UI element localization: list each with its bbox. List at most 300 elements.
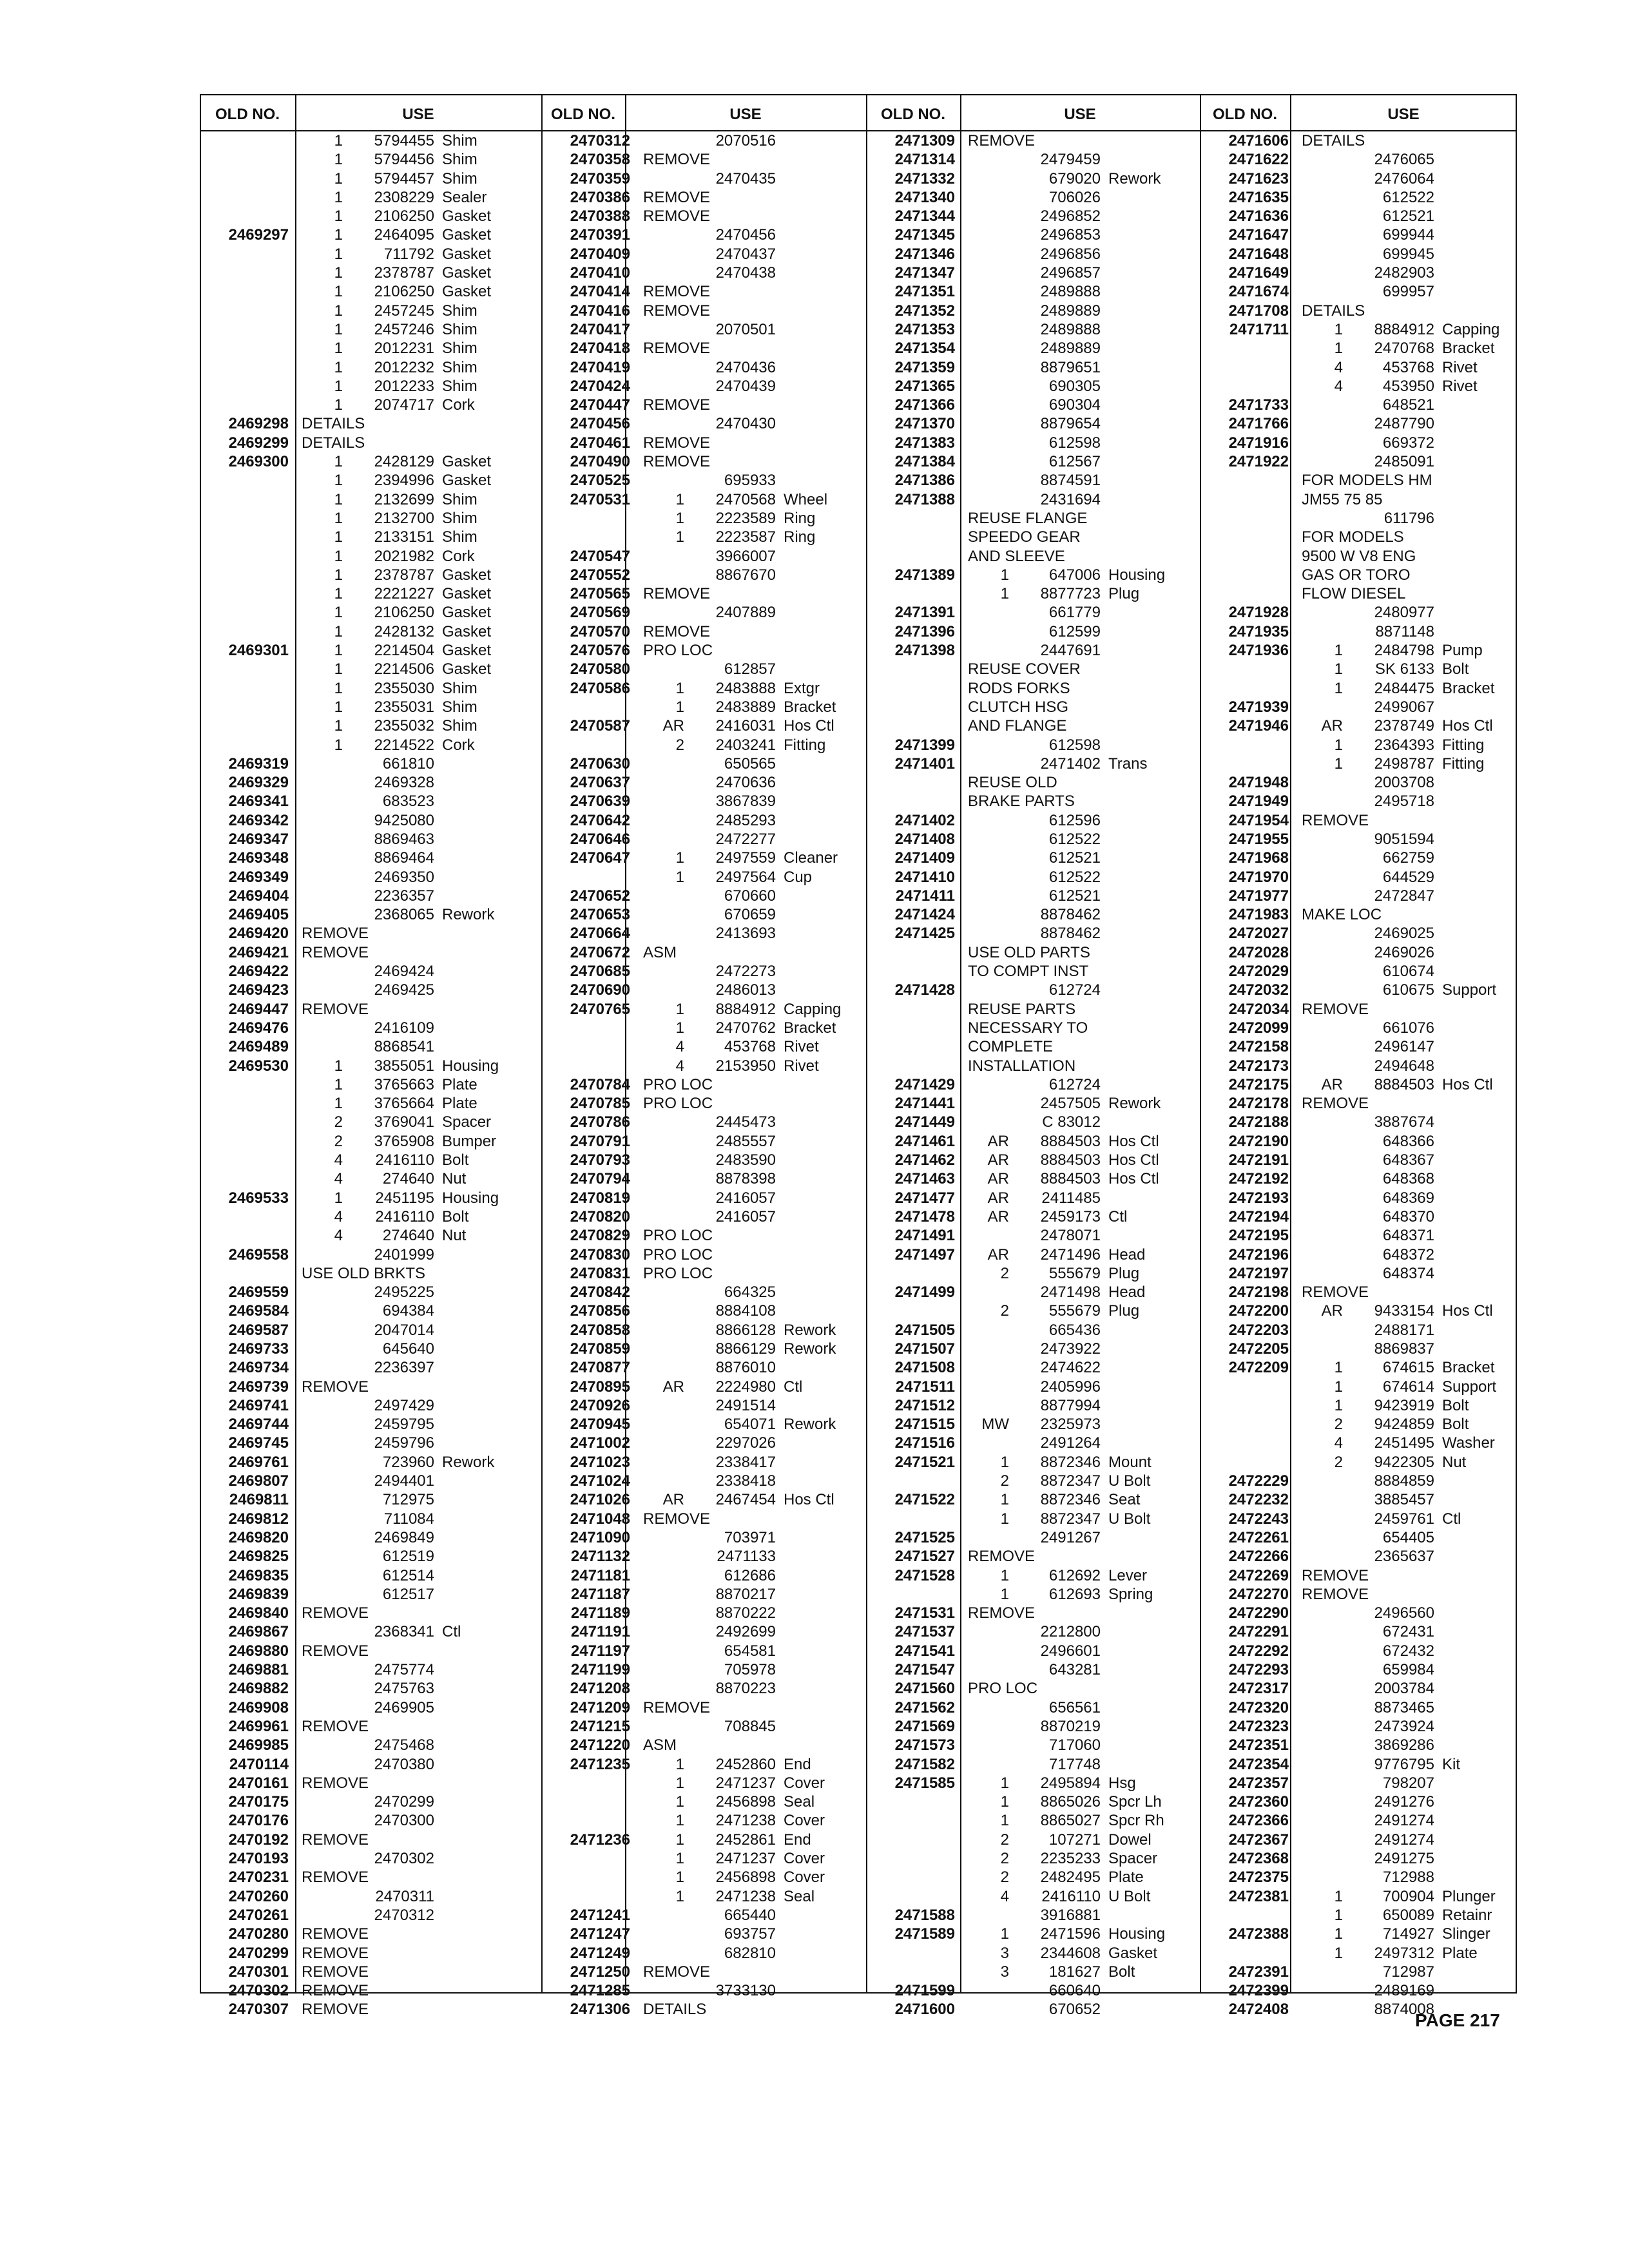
table-row — [200, 1925, 541, 1943]
use-cell — [635, 547, 866, 566]
old-part-number — [1200, 584, 1294, 603]
use-cell — [294, 1245, 541, 1264]
new-part-number: 648370 — [1382, 1207, 1434, 1225]
part-description: Shim — [442, 377, 477, 395]
old-part-number: 2470690 — [570, 981, 630, 999]
old-part-number: 2469297 — [228, 226, 289, 244]
use-note: PRO LOC — [643, 1075, 713, 1093]
use-cell — [294, 1944, 541, 1963]
table-row — [200, 566, 541, 584]
use-cell — [1294, 1566, 1517, 1585]
old-part-number: 2471733 — [1228, 396, 1289, 414]
new-part-number: 2497564 — [715, 868, 776, 886]
new-part-number: 2153950 — [715, 1057, 776, 1075]
quantity: 1 — [675, 509, 684, 527]
new-part-number: 2497559 — [715, 849, 776, 867]
use-cell — [294, 943, 541, 962]
use-cell — [1294, 773, 1517, 792]
quantity: AR — [1321, 717, 1343, 735]
table-row — [1200, 1868, 1517, 1887]
part-description: Sealer — [442, 188, 487, 206]
use-note: PRO LOC — [968, 1680, 1038, 1698]
table-row — [200, 1415, 541, 1434]
old-part-number — [200, 547, 294, 566]
part-description: Nut — [442, 1227, 467, 1245]
use-note: REMOVE — [302, 1963, 369, 1981]
new-part-number: 2355031 — [374, 698, 434, 716]
part-description: Cork — [442, 736, 475, 754]
quantity: 2 — [1000, 1302, 1009, 1320]
use-note: REMOVE — [968, 1604, 1036, 1622]
old-part-number: 2471954 — [1228, 811, 1289, 829]
part-description: Gasket — [442, 566, 492, 584]
table-row — [541, 1302, 866, 1320]
quantity: 3 — [1000, 1963, 1009, 1981]
table-row — [541, 1906, 866, 1925]
use-cell — [635, 962, 866, 981]
table-row — [866, 490, 1200, 509]
old-part-number: 2469985 — [228, 1736, 289, 1754]
new-part-number: 2470380 — [374, 1755, 434, 1773]
table-row — [200, 962, 541, 981]
table-row — [541, 1963, 866, 1981]
use-cell — [1294, 1264, 1517, 1283]
use-cell — [294, 1113, 541, 1131]
quantity: 1 — [334, 283, 343, 301]
use-cell — [1294, 1396, 1517, 1415]
part-description: Retainr — [1442, 1906, 1492, 1924]
old-part-number: 2471409 — [894, 849, 955, 867]
use-note: REMOVE — [1302, 1095, 1369, 1113]
table-row — [541, 1245, 866, 1264]
new-part-number: 2459173 — [1040, 1207, 1101, 1225]
part-description: Pump — [1442, 642, 1483, 660]
use-note: REMOVE — [643, 188, 711, 206]
old-part-number: 2471636 — [1228, 207, 1289, 226]
old-part-number — [200, 736, 294, 754]
quantity: 1 — [1334, 679, 1343, 697]
table-row — [200, 528, 541, 546]
table-row — [866, 2000, 1200, 2019]
table-row — [541, 471, 866, 490]
old-part-number: 2469558 — [228, 1245, 289, 1264]
use-cell — [294, 1755, 541, 1774]
table-row — [200, 131, 541, 150]
table-row — [1200, 1792, 1517, 1811]
new-part-number: 2469425 — [374, 981, 434, 999]
old-part-number — [866, 660, 960, 678]
part-description: Housing — [442, 1057, 499, 1075]
table-row — [541, 434, 866, 452]
use-cell — [294, 716, 541, 735]
use-cell — [294, 868, 541, 887]
new-part-number: 695933 — [724, 472, 776, 490]
new-part-number: 659984 — [1382, 1661, 1434, 1679]
use-cell — [960, 1717, 1200, 1736]
new-part-number: 674614 — [1382, 1378, 1434, 1396]
table-row — [200, 264, 541, 282]
quantity: 2 — [1000, 1264, 1009, 1282]
new-part-number: 2428129 — [374, 453, 434, 471]
use-cell — [960, 1868, 1200, 1887]
old-part-number — [1200, 377, 1294, 396]
new-part-number: 8869463 — [374, 830, 434, 848]
new-part-number: 8876010 — [715, 1359, 776, 1377]
table-row — [1200, 320, 1517, 339]
use-cell — [960, 188, 1200, 207]
table-row — [541, 1660, 866, 1679]
quantity: AR — [987, 1170, 1009, 1188]
part-description: Plate — [442, 1075, 477, 1093]
table-row — [200, 887, 541, 905]
table-row — [866, 792, 1200, 811]
old-part-number: 2470877 — [570, 1359, 630, 1377]
use-note: REMOVE — [1302, 1566, 1369, 1584]
part-description: Fitting — [784, 736, 826, 754]
quantity: 1 — [1334, 736, 1343, 754]
new-part-number: 2364393 — [1374, 736, 1434, 754]
quantity: AR — [662, 717, 684, 735]
table-row — [866, 1792, 1200, 1811]
part-description: Rework — [784, 1416, 836, 1434]
part-description: Bolt — [1442, 1416, 1469, 1434]
old-part-number: 2471191 — [570, 1623, 630, 1641]
table-row — [200, 773, 541, 792]
quantity: 1 — [334, 320, 343, 338]
use-cell — [635, 924, 866, 943]
old-part-number: 2470784 — [570, 1075, 630, 1093]
use-cell — [1294, 452, 1517, 471]
table-row — [866, 905, 1200, 924]
use-cell — [960, 924, 1200, 943]
old-part-number: 2471525 — [894, 1528, 955, 1546]
quantity: 4 — [334, 1207, 343, 1225]
new-part-number: 2469328 — [374, 774, 434, 792]
old-part-number: 2471928 — [1228, 604, 1289, 622]
old-part-number: 2469745 — [228, 1434, 289, 1452]
use-cell — [960, 1774, 1200, 1792]
new-part-number: 8874591 — [1040, 472, 1101, 490]
quantity: 1 — [334, 1057, 343, 1075]
old-part-number — [866, 1585, 960, 1604]
new-part-number: 8884503 — [1040, 1170, 1101, 1188]
new-part-number: 2106250 — [374, 207, 434, 226]
old-part-number: 2469329 — [228, 774, 289, 792]
use-cell — [635, 1453, 866, 1472]
part-description: U Bolt — [1108, 1472, 1151, 1490]
part-description: Shim — [442, 698, 477, 716]
new-part-number: 2003708 — [1374, 774, 1434, 792]
use-cell — [1294, 641, 1517, 660]
new-part-number: 8872347 — [1040, 1510, 1101, 1528]
quantity: 1 — [334, 1189, 343, 1207]
old-part-number: 2472190 — [1228, 1132, 1289, 1150]
old-part-number: 2471463 — [894, 1170, 955, 1188]
use-cell — [1294, 1490, 1517, 1509]
use-cell — [294, 509, 541, 528]
use-cell — [294, 1585, 541, 1604]
table-row — [200, 1434, 541, 1452]
new-part-number: 612599 — [1048, 622, 1101, 640]
use-cell — [635, 2000, 866, 2019]
old-part-number: 2469840 — [228, 1604, 289, 1622]
table-row — [1200, 302, 1517, 320]
table-row — [1200, 434, 1517, 452]
new-part-number: 2106250 — [374, 283, 434, 301]
use-cell — [635, 603, 866, 622]
new-part-number: 2471238 — [715, 1812, 776, 1830]
new-part-number: 2469849 — [374, 1528, 434, 1546]
table-row — [541, 1037, 866, 1056]
table-row — [866, 1283, 1200, 1302]
old-part-number: 2471340 — [894, 188, 955, 206]
use-cell — [1294, 358, 1517, 377]
use-note: PRO LOC — [643, 1245, 713, 1264]
use-cell — [294, 226, 541, 244]
part-description: Seal — [784, 1887, 815, 1905]
use-cell — [1294, 1207, 1517, 1226]
old-part-number: 2471936 — [1228, 642, 1289, 660]
old-part-number — [200, 169, 294, 188]
use-cell — [960, 1037, 1200, 1056]
new-part-number: 2470311 — [375, 1887, 434, 1905]
use-cell — [1294, 566, 1517, 584]
use-cell — [294, 1264, 541, 1283]
old-part-number: 2470358 — [570, 151, 630, 169]
table-row — [541, 1566, 866, 1585]
new-part-number: 8872346 — [1040, 1491, 1101, 1509]
table-row — [541, 1415, 866, 1434]
use-cell — [960, 584, 1200, 603]
old-part-number — [200, 320, 294, 339]
quantity: 1 — [334, 264, 343, 282]
use-note: REMOVE — [643, 1963, 711, 1981]
old-part-number: 2471247 — [570, 1925, 630, 1943]
table-row — [200, 1075, 541, 1094]
new-part-number: 2488171 — [1374, 1321, 1434, 1339]
table-row — [541, 622, 866, 641]
old-part-number: 2470587 — [570, 717, 630, 735]
old-part-number: 2470642 — [570, 811, 630, 829]
table-row — [541, 1547, 866, 1566]
table-row — [200, 1453, 541, 1472]
use-note: DETAILS — [302, 415, 365, 433]
use-cell — [1294, 830, 1517, 849]
old-part-number: 2471589 — [894, 1925, 955, 1943]
new-part-number: 5794455 — [374, 132, 434, 149]
old-part-number: 2471410 — [894, 868, 955, 886]
table-row — [1200, 1849, 1517, 1868]
use-cell — [1294, 1151, 1517, 1169]
old-part-number: 2470547 — [570, 547, 630, 565]
old-part-number: 2471366 — [894, 396, 955, 414]
new-part-number: 2297026 — [715, 1434, 776, 1452]
table-row — [541, 660, 866, 678]
table-row — [200, 1849, 541, 1868]
old-part-number: 2471674 — [1228, 283, 1289, 301]
table-row — [866, 547, 1200, 566]
use-cell — [635, 1660, 866, 1679]
new-part-number: 8869464 — [374, 849, 434, 867]
old-part-number: 2470786 — [570, 1113, 630, 1131]
old-part-number: 2471187 — [570, 1585, 630, 1603]
old-part-number: 2471314 — [894, 151, 955, 169]
old-part-number — [1200, 1453, 1294, 1472]
old-part-number — [541, 1792, 635, 1811]
old-part-number: 2469908 — [228, 1698, 289, 1716]
new-part-number: 2489169 — [1374, 1982, 1434, 2000]
use-cell — [635, 471, 866, 490]
use-cell — [960, 320, 1200, 339]
quantity: 1 — [334, 547, 343, 565]
new-part-number: 107271 — [1048, 1831, 1101, 1849]
old-part-number — [200, 1151, 294, 1169]
use-cell — [294, 1057, 541, 1075]
new-part-number: 682810 — [724, 1944, 776, 1962]
use-cell — [960, 509, 1200, 528]
old-part-number: 2469347 — [228, 830, 289, 848]
table-row — [541, 1679, 866, 1698]
new-part-number: 2355032 — [374, 717, 434, 735]
old-part-number: 2471537 — [894, 1623, 955, 1641]
new-part-number: 2378787 — [374, 264, 434, 282]
new-part-number: 612596 — [1048, 811, 1101, 829]
new-part-number: 2495718 — [1374, 793, 1434, 811]
use-cell — [635, 1358, 866, 1377]
table-row — [541, 282, 866, 301]
old-part-number: 2470652 — [570, 887, 630, 905]
table-row — [866, 320, 1200, 339]
new-part-number: SK 6133 — [1374, 660, 1434, 678]
old-part-number: 2471384 — [894, 453, 955, 471]
new-part-number: 8879654 — [1040, 415, 1101, 433]
new-part-number: 2494401 — [374, 1472, 434, 1490]
new-part-number: 2475763 — [374, 1680, 434, 1698]
old-part-number: 2470586 — [570, 679, 630, 697]
new-part-number: 654071 — [724, 1416, 776, 1434]
table-row — [200, 1792, 541, 1811]
table-row — [200, 1472, 541, 1490]
use-cell — [635, 377, 866, 396]
use-note: REMOVE — [302, 1944, 369, 1962]
use-cell — [1294, 1226, 1517, 1245]
part-description: Rework — [784, 1321, 836, 1339]
use-cell — [294, 1510, 541, 1528]
use-note: REMOVE — [643, 283, 711, 301]
new-part-number: 8878462 — [1040, 925, 1101, 943]
table-row — [541, 792, 866, 811]
new-part-number: 2416057 — [715, 1189, 776, 1207]
table-row — [1200, 905, 1517, 924]
quantity: 1 — [1000, 566, 1009, 584]
new-part-number: 2475774 — [374, 1661, 434, 1679]
old-part-number: 2470176 — [228, 1812, 289, 1830]
use-cell — [960, 1831, 1200, 1849]
use-cell — [1294, 1472, 1517, 1490]
new-part-number: 2416110 — [1041, 1887, 1101, 1905]
table-row — [541, 754, 866, 773]
new-part-number: 717748 — [1048, 1755, 1101, 1773]
old-part-number: 2471388 — [894, 490, 955, 508]
new-part-number: 648371 — [1382, 1227, 1434, 1245]
old-part-number: 2471352 — [894, 302, 955, 320]
old-part-number: 2470785 — [570, 1095, 630, 1113]
use-cell — [635, 1585, 866, 1604]
part-description: Nut — [1442, 1453, 1467, 1471]
table-row — [541, 1321, 866, 1340]
use-cell — [960, 1906, 1200, 1925]
new-part-number: 2496560 — [1374, 1604, 1434, 1622]
use-cell — [635, 1019, 866, 1037]
old-part-number: 2471354 — [894, 340, 955, 358]
old-part-number — [866, 1831, 960, 1849]
new-part-number: 2413693 — [715, 925, 776, 943]
quantity: AR — [987, 1207, 1009, 1225]
table-row — [541, 1472, 866, 1490]
new-part-number: 2470439 — [715, 377, 776, 395]
new-part-number: 670660 — [724, 887, 776, 905]
old-part-number — [200, 150, 294, 169]
old-part-number: 2471505 — [894, 1321, 955, 1339]
use-cell — [635, 1340, 866, 1358]
table-row — [541, 1510, 866, 1528]
new-part-number: 3869286 — [1374, 1736, 1434, 1754]
table-row — [1200, 1019, 1517, 1037]
use-note: REMOVE — [968, 132, 1036, 149]
table-row — [866, 1151, 1200, 1169]
use-cell — [960, 736, 1200, 754]
table-row — [866, 641, 1200, 660]
table-row — [200, 1302, 541, 1320]
new-part-number: 2497429 — [374, 1396, 434, 1414]
table-row — [541, 679, 866, 698]
quantity: 2 — [1000, 1472, 1009, 1490]
part-description: Washer — [1442, 1434, 1495, 1452]
old-part-number: 2470765 — [570, 1000, 630, 1018]
use-cell — [1294, 1585, 1517, 1604]
table-row — [200, 1378, 541, 1396]
new-part-number: 2470300 — [374, 1812, 434, 1830]
table-row — [1200, 358, 1517, 377]
use-cell — [960, 868, 1200, 887]
new-part-number: 3966007 — [715, 547, 776, 565]
table-row — [1200, 1057, 1517, 1075]
use-cell — [294, 547, 541, 566]
new-part-number: 8873465 — [1374, 1698, 1434, 1716]
use-note: REMOVE — [302, 1604, 369, 1622]
new-part-number: 2070501 — [715, 320, 776, 338]
use-cell — [1294, 1755, 1517, 1774]
table-row — [541, 1717, 866, 1736]
part-description: Plate — [442, 1095, 477, 1113]
quantity: 2 — [675, 736, 684, 754]
new-part-number: 555679 — [1048, 1302, 1101, 1320]
table-row — [866, 1302, 1200, 1320]
new-part-number: 2469424 — [374, 963, 434, 981]
new-part-number: 662759 — [1382, 849, 1434, 867]
table-row — [200, 1358, 541, 1377]
table-row — [1200, 414, 1517, 433]
old-part-number: 2469348 — [228, 849, 289, 867]
new-part-number: 700904 — [1382, 1887, 1434, 1905]
new-part-number: 654405 — [1382, 1528, 1434, 1546]
old-part-number — [200, 584, 294, 603]
part-description: Plunger — [1442, 1887, 1496, 1905]
table-row — [866, 849, 1200, 867]
new-part-number: 2236397 — [374, 1359, 434, 1377]
old-part-number: 2471922 — [1228, 453, 1289, 471]
old-part-number: 2470231 — [228, 1869, 289, 1887]
